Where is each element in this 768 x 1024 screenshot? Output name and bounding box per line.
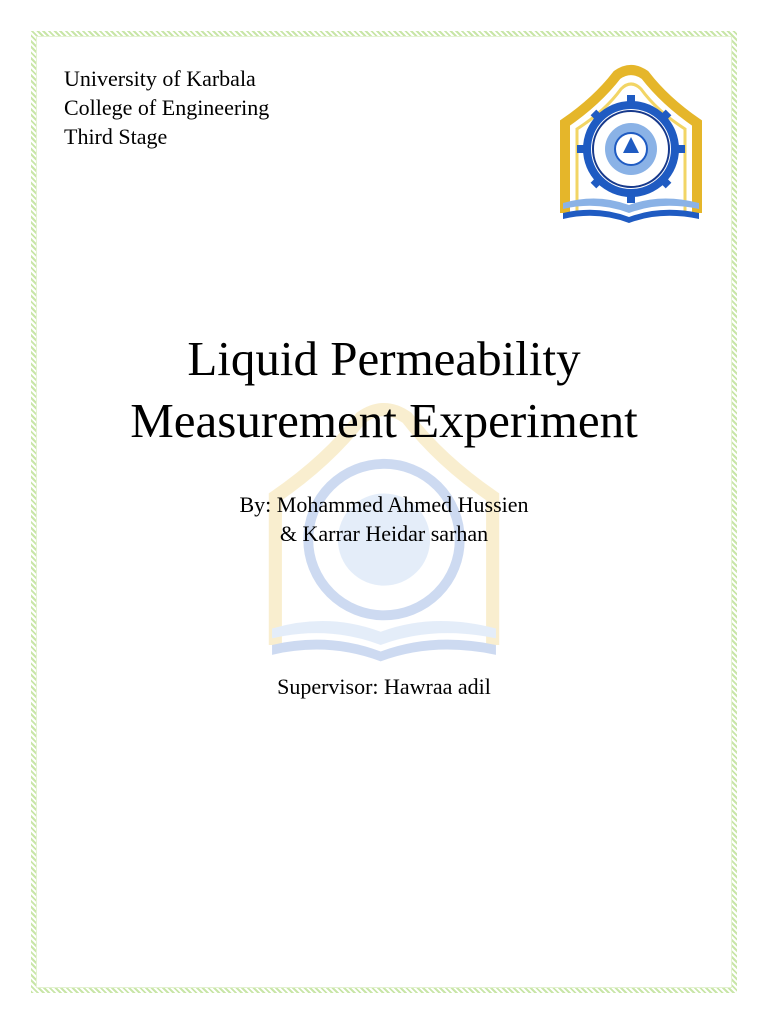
university-name: University of Karbala <box>64 66 256 91</box>
document-title <box>0 328 768 452</box>
author-line-1: By: Mohammed Ahmed Hussien <box>239 492 529 517</box>
university-logo <box>557 63 705 227</box>
college-name: College of Engineering <box>64 95 270 120</box>
gear-icon <box>577 95 685 203</box>
authors-block <box>0 490 768 548</box>
stage-label: Third Stage <box>64 124 168 149</box>
institution-block <box>64 64 269 151</box>
supervisor-line: Supervisor: Hawraa adil <box>277 674 491 699</box>
author-line-2: & Karrar Heidar sarhan <box>279 521 489 546</box>
title-line-1: Liquid Permeability <box>187 331 581 386</box>
title-line-2: Measurement Experiment <box>130 393 638 448</box>
